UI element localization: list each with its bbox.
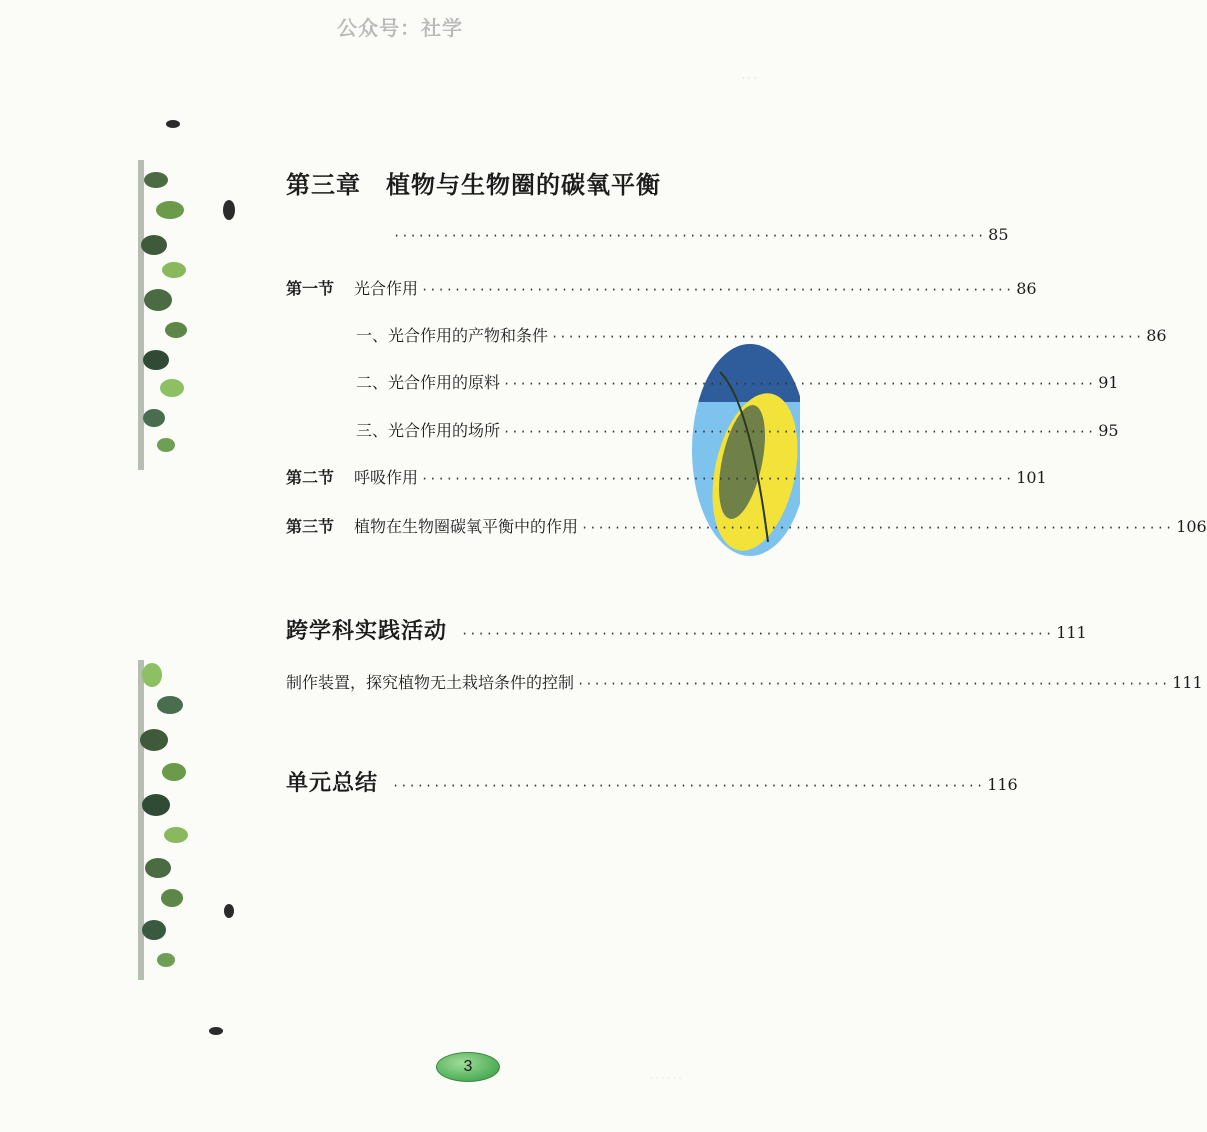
page-number: 85 [988, 225, 1009, 244]
leader-dots: ········································································ [551, 330, 1144, 344]
leader-dots: ········································································ [461, 627, 1054, 641]
entry-title: 三、光合作用的场所 [356, 421, 501, 440]
page-number: 86 [1146, 326, 1167, 345]
corner-mark: · · · · · · [650, 1074, 682, 1084]
toc-entry[interactable] [356, 418, 1119, 441]
entry-title: 植物在生物圈碳氧平衡中的作用 [354, 517, 579, 536]
leader-dots: ········································································ [503, 377, 1096, 391]
leaf-fragment-icon [222, 903, 236, 919]
entry-title: 二、光合作用的原料 [356, 373, 501, 392]
page-number: 106 [1176, 517, 1207, 536]
leader-dots: ········································································ [581, 521, 1174, 535]
page-number-badge [436, 1052, 500, 1082]
chapter-page-row[interactable] [390, 225, 1009, 244]
section-label: 第一节 [286, 279, 335, 298]
leader-dots: ········································································ [421, 472, 1014, 486]
chapter-title: 第三章 植物与生物圈的碳氧平衡 [286, 170, 661, 199]
leaf-fragment-icon [208, 1026, 224, 1036]
entry-title: 呼吸作用 [354, 468, 419, 487]
leader-dots: ········································································ [577, 677, 1170, 691]
page-number: 95 [1098, 421, 1119, 440]
summary-heading-row[interactable] [286, 766, 1018, 797]
vine-top-decoration [136, 160, 196, 470]
toc-entry[interactable] [356, 323, 1167, 346]
section-label: 第三节 [286, 517, 335, 536]
entry-title: 一、光合作用的产物和条件 [356, 326, 549, 345]
watermark-text: 公众号：社学 [337, 16, 463, 40]
corner-mark: · · · [742, 74, 757, 84]
page-number: 111 [1172, 673, 1203, 692]
leader-dots: ········································································ [421, 283, 1014, 297]
vine-bottom-decoration [136, 660, 196, 1000]
practice-heading-row[interactable] [286, 614, 1087, 645]
practice-title: 跨学科实践活动 [286, 618, 448, 644]
section-label: 第二节 [286, 468, 335, 487]
page-number: 101 [1016, 468, 1047, 487]
leaf-fragment-icon [165, 118, 181, 130]
leaf-fragment-icon [218, 195, 240, 225]
toc-entry[interactable] [286, 514, 1207, 537]
page-number: 91 [1098, 373, 1119, 392]
toc-entry[interactable] [286, 670, 1203, 693]
page-number: 86 [1016, 279, 1037, 298]
entry-title: 制作装置，探究植物无土栽培条件的控制 [286, 673, 575, 692]
leader-dots: ········································································ [392, 779, 985, 793]
entry-title: 光合作用 [354, 279, 419, 298]
page-number: 116 [987, 775, 1018, 794]
summary-title: 单元总结 [286, 770, 379, 796]
page-number: 111 [1056, 623, 1087, 642]
page-number-text: 3 [463, 1058, 473, 1075]
toc-entry[interactable] [286, 276, 1037, 299]
toc-entry[interactable] [356, 370, 1119, 393]
leader-dots: ········································································ [393, 229, 986, 243]
toc-entry[interactable] [286, 465, 1047, 488]
leader-dots: ········································································ [503, 425, 1096, 439]
